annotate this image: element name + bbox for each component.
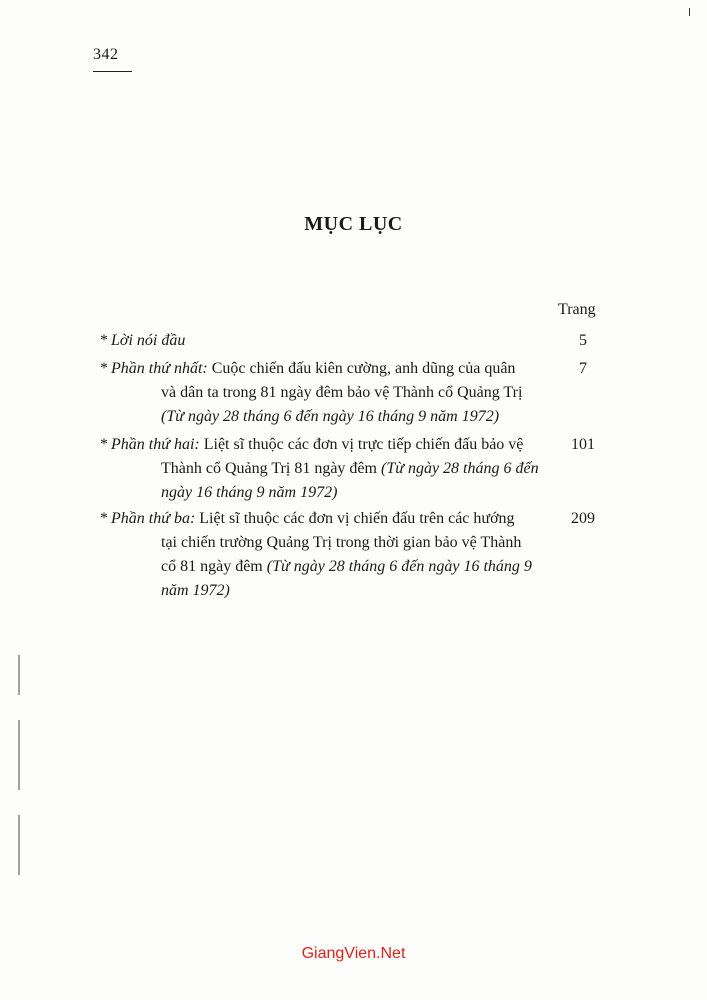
toc-entry-date-range: ngày 16 tháng 9 năm 1972) <box>161 484 338 501</box>
toc-entry-lead: Phần thứ ba: <box>111 510 196 527</box>
toc-entry-line: cổ 81 ngày đêm <box>161 558 267 575</box>
bullet-star: * <box>100 360 108 377</box>
bullet-star: * <box>100 436 108 453</box>
page-number: 342 <box>93 46 119 63</box>
bullet-star: * <box>100 510 108 527</box>
toc-entry-line: và dân ta trong 81 ngày đêm bảo vệ Thành cổ Quảng Trị <box>161 384 523 401</box>
scan-edge-mark <box>18 815 20 875</box>
toc-entry-text <box>111 433 555 505</box>
toc-entry-date-range: (Từ ngày 28 tháng 6 đến <box>380 460 539 477</box>
toc-entry-line-wrap <box>111 457 555 481</box>
scan-edge-mark <box>18 720 20 790</box>
toc-entry-text <box>111 329 555 353</box>
scan-edge-mark <box>18 655 20 695</box>
toc-entry-lead: Lời nói đầu <box>111 332 186 349</box>
toc-entry-lead: Phần thứ hai: <box>111 436 200 453</box>
toc-entry-part-one[interactable] <box>100 357 640 429</box>
toc-entry-line: Liệt sĩ thuộc các đơn vị chiến đấu trên các hướng <box>195 510 515 527</box>
page-column-header: Trang <box>558 301 596 318</box>
watermark-text: GiangVien.Net <box>301 945 406 962</box>
bullet-star: * <box>100 332 108 349</box>
toc-entry-date-range: (Từ ngày 28 tháng 6 đến ngày 16 tháng 9 năm 1972) <box>161 408 500 425</box>
toc-entry-line: Cuộc chiến đấu kiên cường, anh dũng của quân <box>207 360 516 377</box>
toc-entry-line-wrap <box>111 555 555 579</box>
toc-title: MỤC LỤC <box>304 213 403 235</box>
toc-entry-page: 209 <box>571 510 595 527</box>
toc-entry-line: Liệt sĩ thuộc các đơn vị trực tiếp chiến đấu bảo vệ <box>199 436 524 453</box>
toc-entry-preface[interactable] <box>100 329 640 353</box>
toc-entry-date-range: năm 1972) <box>161 582 230 599</box>
toc-entry-page: 5 <box>579 332 587 349</box>
page-number-rule <box>93 71 132 72</box>
toc-entry-page: 7 <box>579 360 587 377</box>
toc-entry-text <box>111 507 555 603</box>
toc-entry-line: Thành cổ Quảng Trị 81 ngày đêm <box>161 460 381 477</box>
toc-entry-date-range: (Từ ngày 28 tháng 6 đến ngày 16 tháng 9 <box>266 558 532 575</box>
toc-entry-line: tại chiến trường Quảng Trị trong thời gian bảo vệ Thành <box>161 534 522 551</box>
toc-entry-text <box>111 357 555 429</box>
toc-entry-part-two[interactable] <box>100 433 640 505</box>
toc-entry-page: 101 <box>571 436 595 453</box>
toc-entry-part-three[interactable] <box>100 507 640 603</box>
scan-corner-mark <box>689 8 690 16</box>
toc-entry-lead: Phần thứ nhất: <box>111 360 208 377</box>
